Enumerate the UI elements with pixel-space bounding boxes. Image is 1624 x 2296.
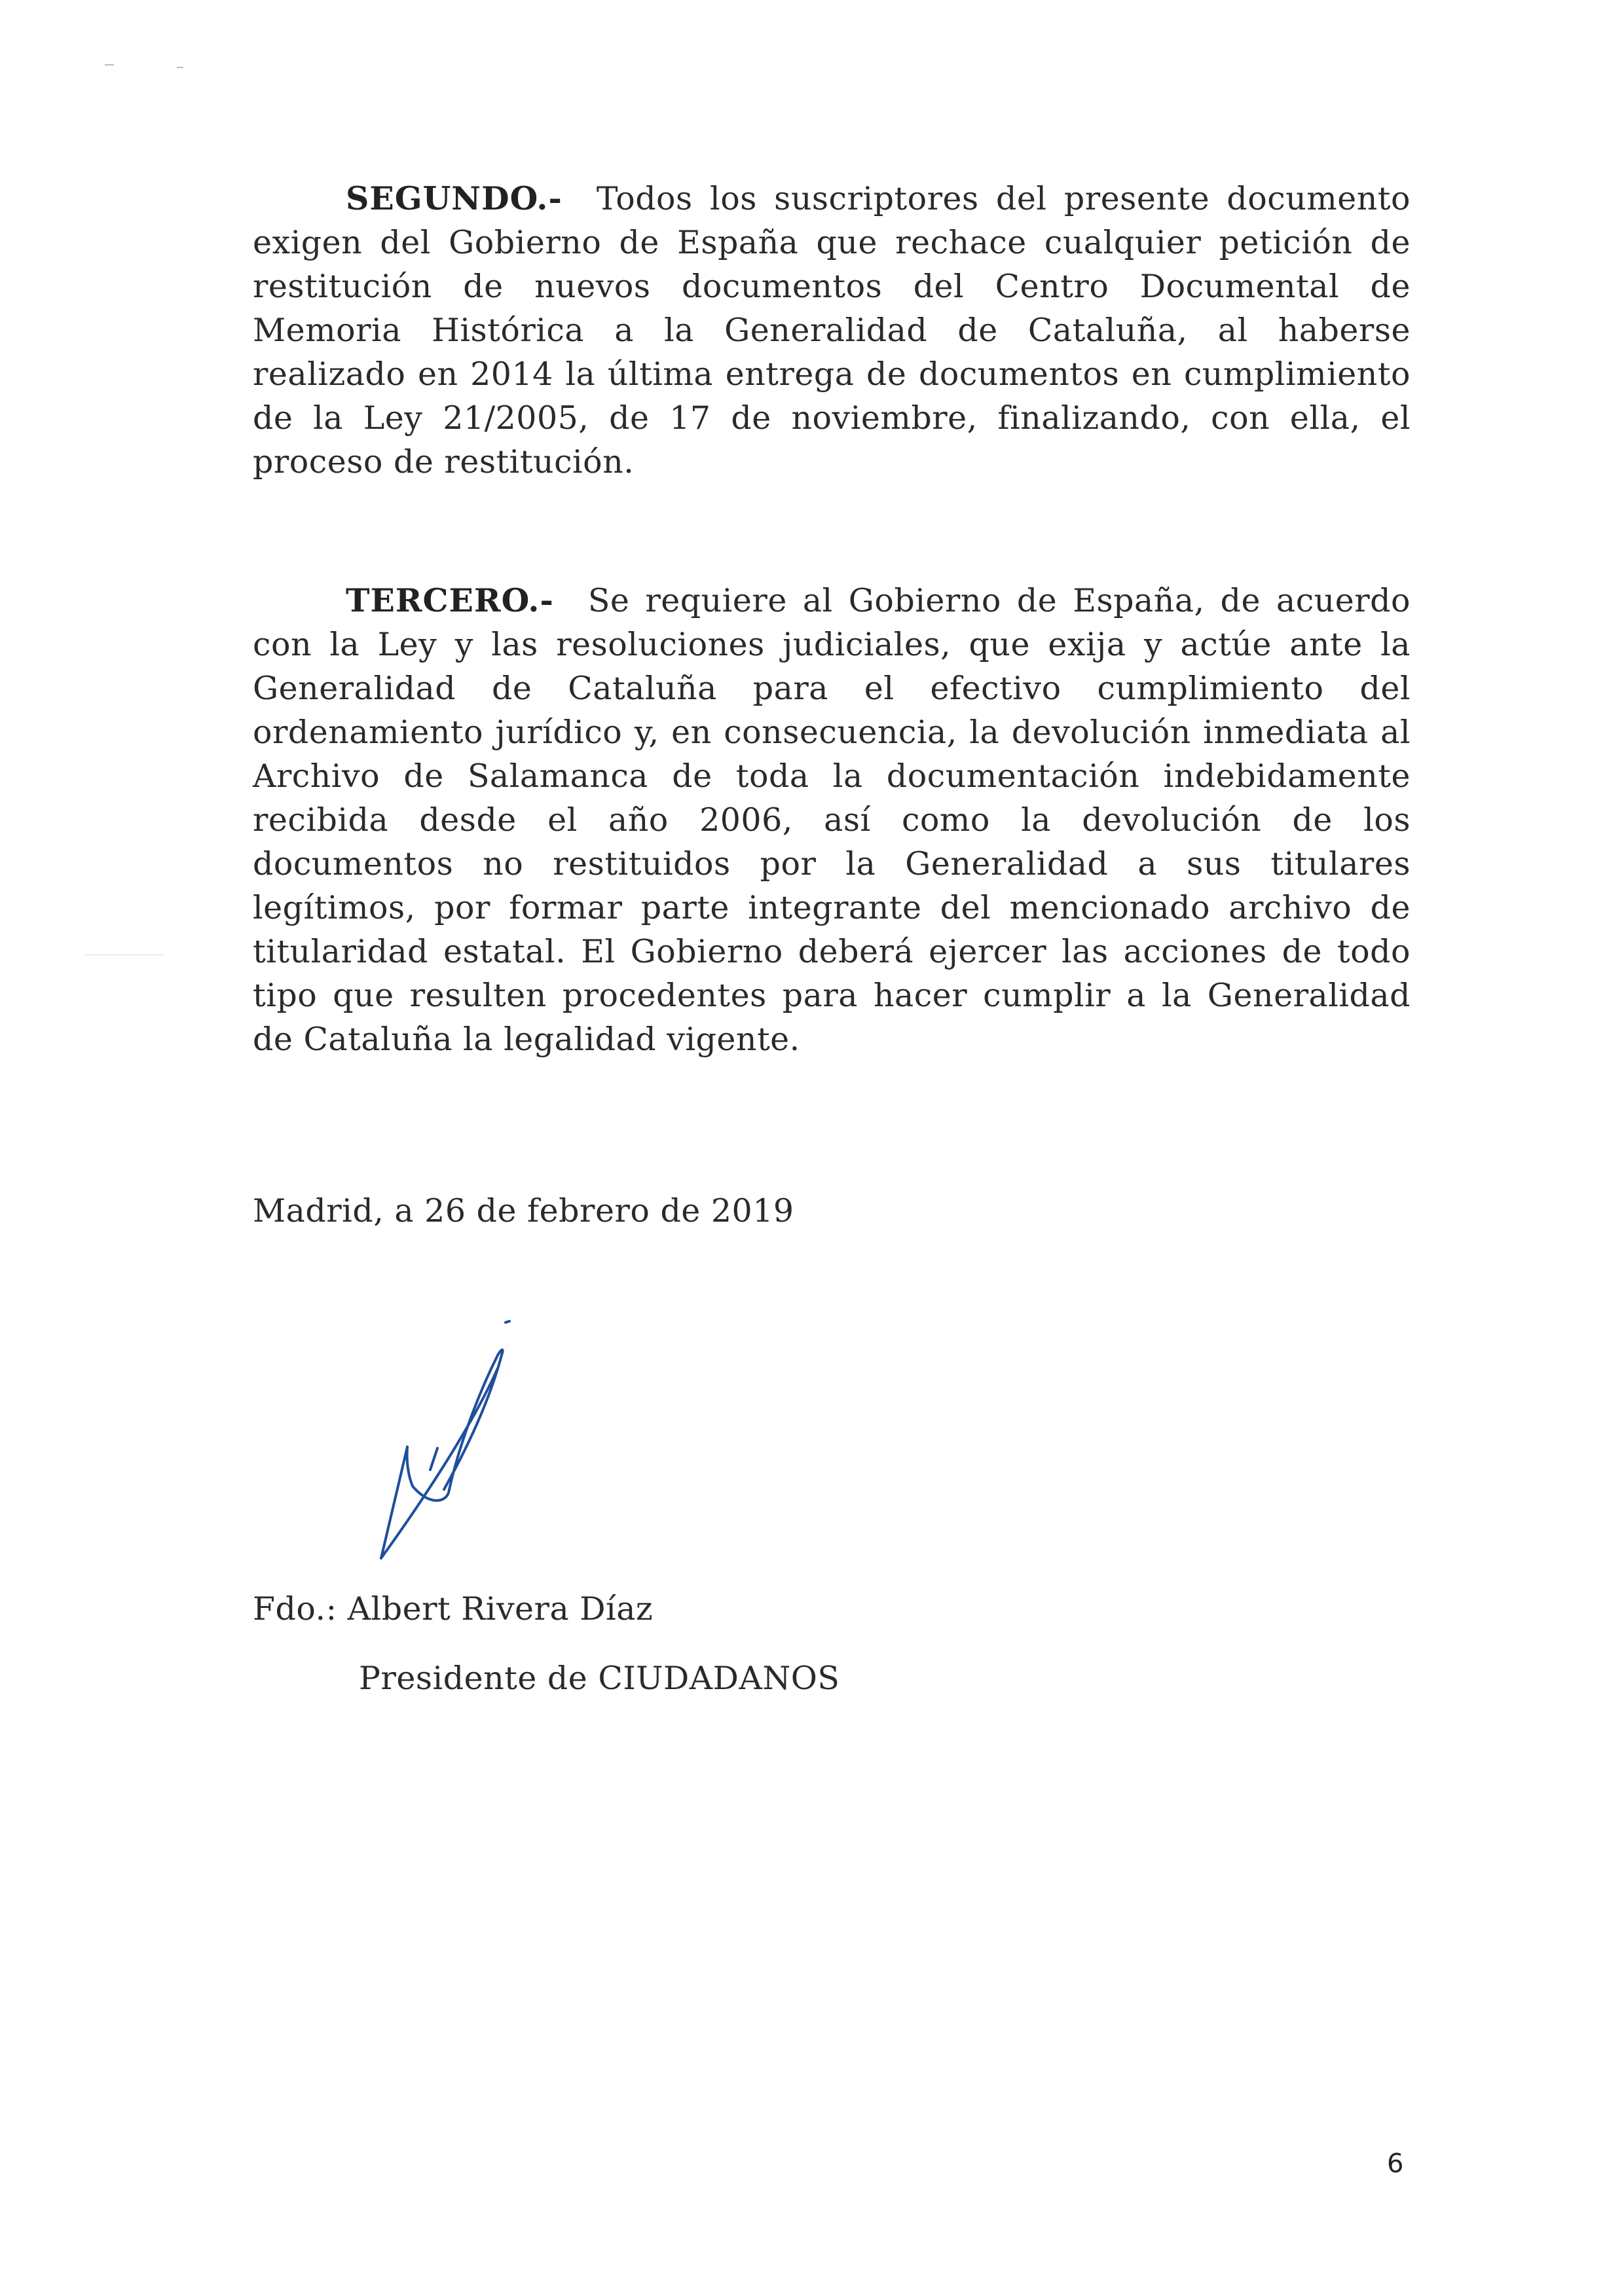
signature-stroke	[430, 1448, 437, 1470]
page-number: 6	[1387, 2149, 1404, 2179]
place-and-date: Madrid, a 26 de febrero de 2019	[253, 1192, 794, 1230]
section-heading: TERCERO.-	[346, 581, 554, 619]
section-segundo	[253, 177, 1411, 484]
section-heading: SEGUNDO.-	[346, 179, 563, 217]
signed-by: Fdo.: Albert Rivera Díaz	[253, 1590, 654, 1628]
section-body: Se requiere al Gobierno de España, de acuerdo con la Ley y las resoluciones judiciales, que exija y actúe ante la Generalidad de Cataluña para el efectivo cumplimiento del ordenamiento jurídico y, en consecuencia, la devolución inmediata al Archivo de Salamanca de toda la documentación indebidamente recibida desde el año 2006, así como la devolución de los documentos no restituidos por la Generalidad a sus titulares legítimos, por formar parte integrante del mencionado archivo de titularidad estatal. El Gobierno deberá ejercer las acciones de todo tipo que resulten procedentes para hacer cumplir a la Generalidad de Cataluña la legalidad vigente.	[253, 582, 1411, 1058]
section-tercero	[253, 579, 1411, 1061]
signer-title: Presidente de CIUDADANOS	[359, 1660, 840, 1697]
section-body: Todos los suscriptores del presente documento exigen del Gobierno de España que rechace cualquier petición de restitución de nuevos documentos del Centro Documental de Memoria Histórica a la Generalidad de Cataluña, al haberse realizado en 2014 la última entrega de documentos en cumplimiento de la Ley 21/2005, de 17 de noviembre, finalizando, con ella, el proceso de restitución.	[253, 180, 1411, 481]
handwritten-signature-icon	[367, 1296, 537, 1571]
scan-speck	[105, 64, 114, 65]
signature-stroke	[506, 1321, 509, 1322]
signature-stroke	[444, 1350, 503, 1493]
scan-speck	[177, 67, 183, 68]
